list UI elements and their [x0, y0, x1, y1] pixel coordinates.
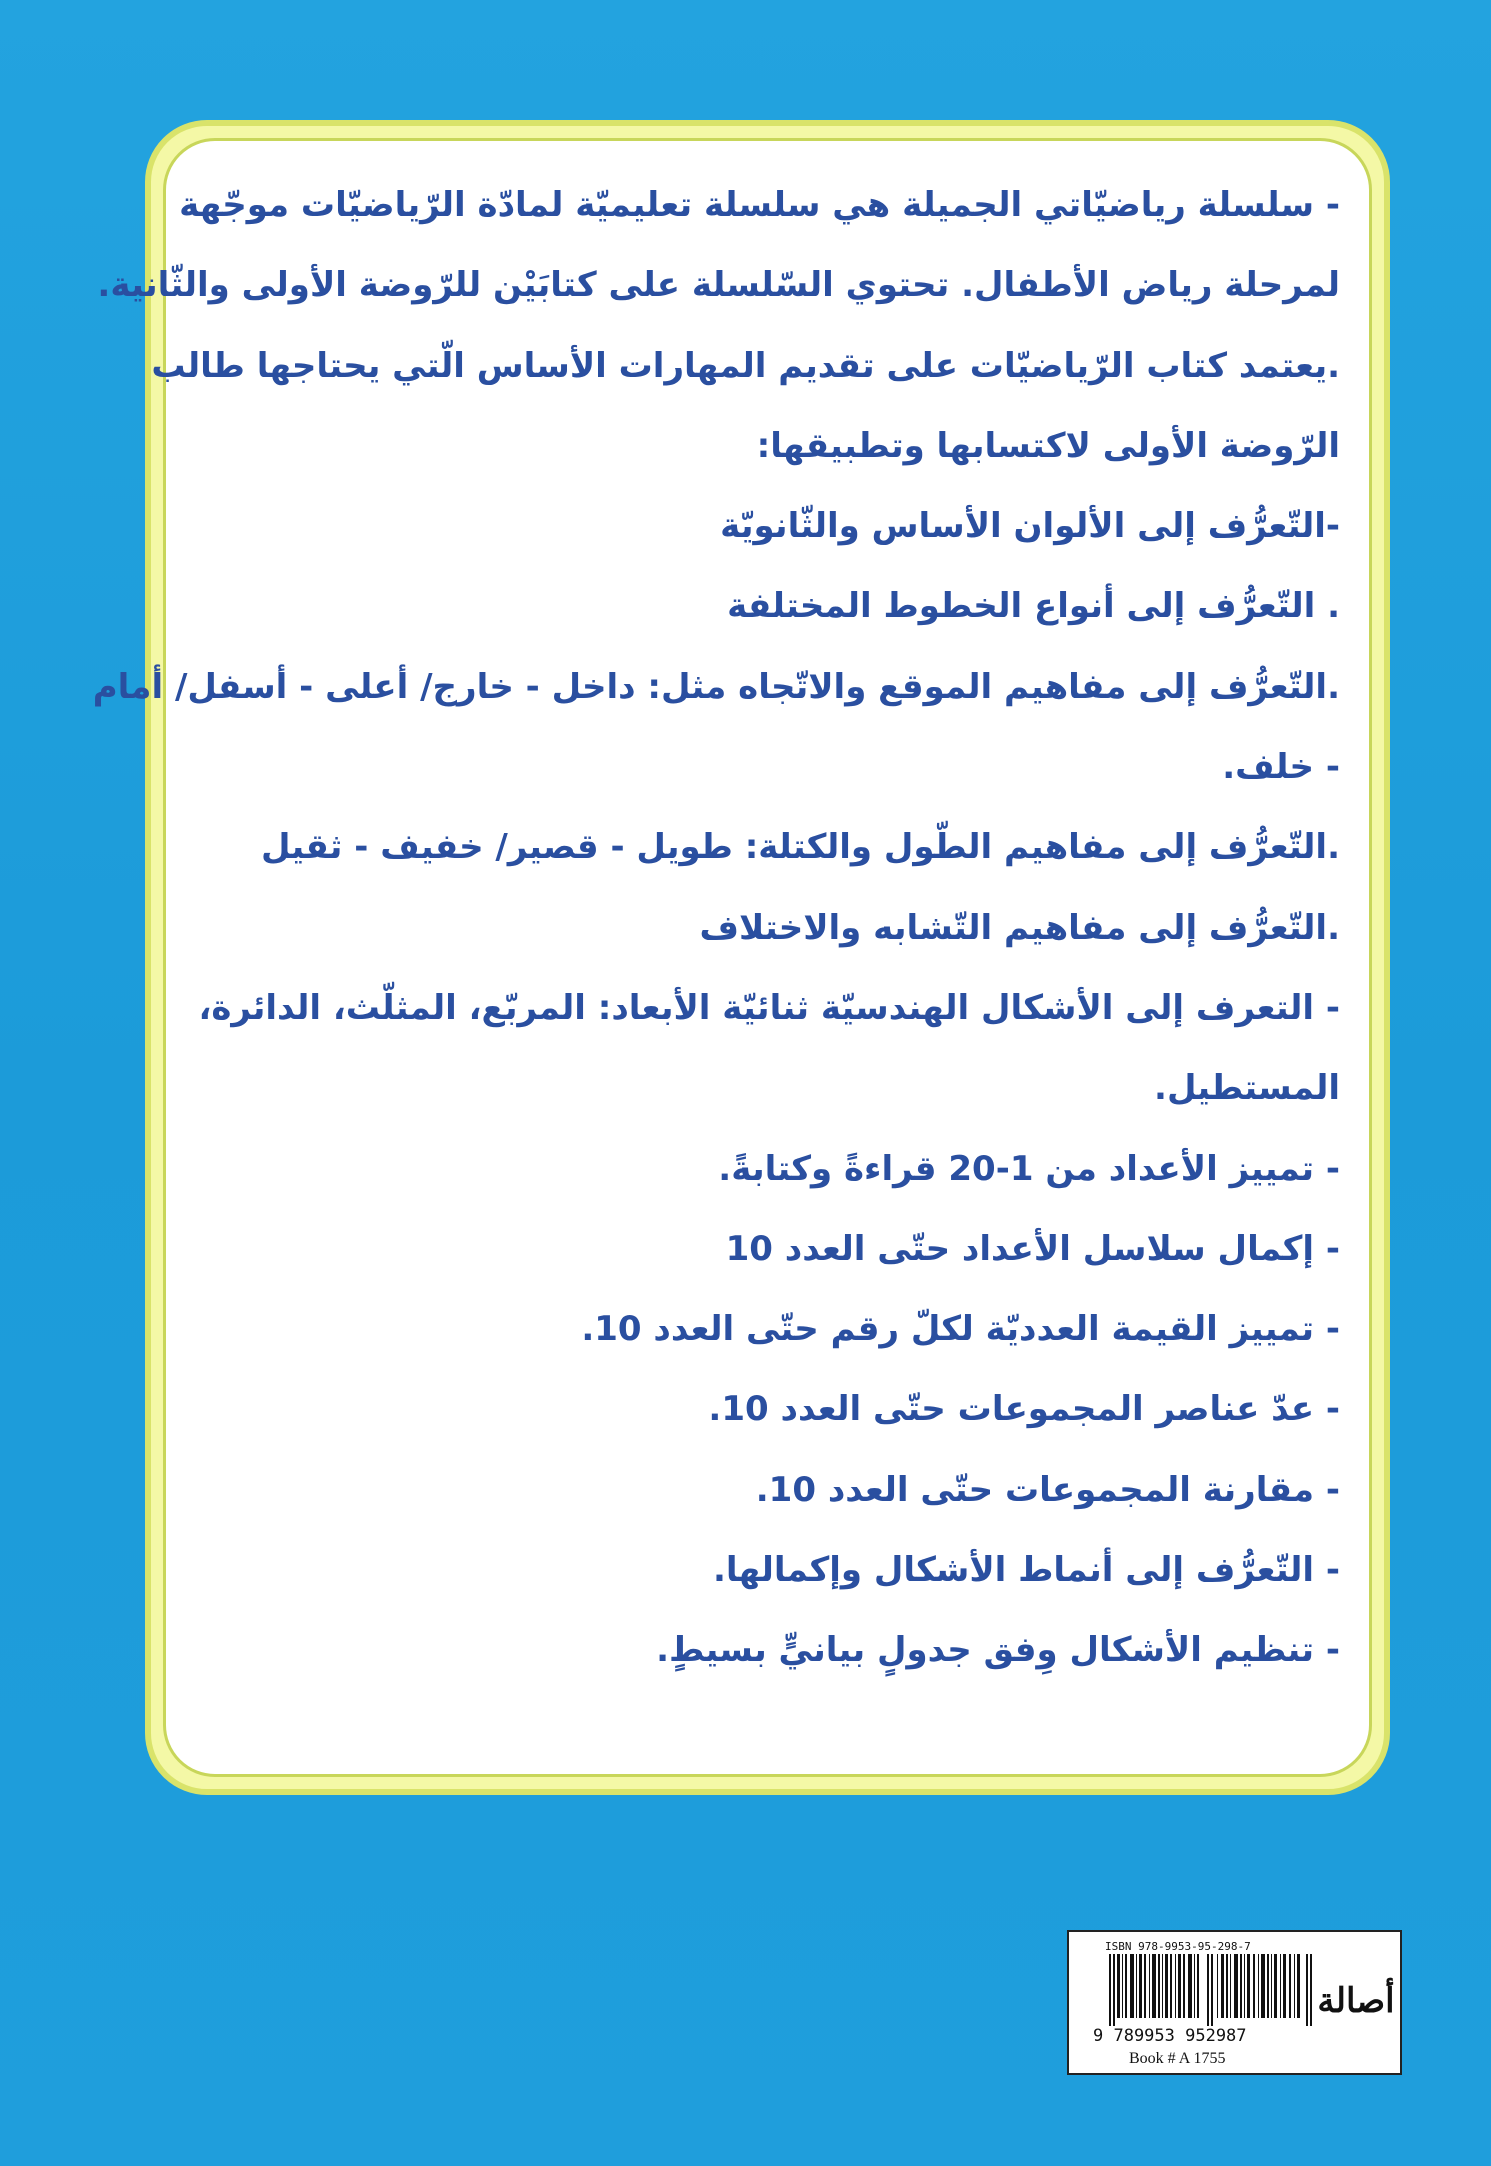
- isbn-label: ISBN 978-9953-95-298-7: [1105, 1940, 1251, 1953]
- text-line: - التّعرُّف إلى أنماط الأشكال وإكمالها.: [712, 1550, 1340, 1591]
- barcode-label: [1067, 1930, 1402, 2075]
- text-line: - عدّ عناصر المجموعات حتّى العدد 10.: [708, 1389, 1340, 1430]
- text-line: - مقارنة المجموعات حتّى العدد 10.: [755, 1469, 1340, 1510]
- text-line: - سلسلة رياضيّاتي الجميلة هي سلسلة تعليميّة لمادّة الرّياضيّات موجّهة: [179, 185, 1340, 225]
- text-line: - تنظيم الأشكال وِفق جدولٍ بيانيٍّ بسيطٍ.: [656, 1630, 1340, 1671]
- text-line: - تمييز القيمة العدديّة لكلّ رقم حتّى العدد 10.: [581, 1309, 1340, 1350]
- description-text-block: [92, 165, 1340, 1691]
- text-line: الرّوضة الأولى لاكتسابها وتطبيقها:: [756, 425, 1340, 466]
- text-line: .التّعرُّف إلى مفاهيم الموقع والاتّجاه مثل: داخل - خارج/ أعلى - أسفل/ أمام: [92, 666, 1340, 707]
- barcode-icon: [1109, 1954, 1314, 2026]
- text-line: .يعتمد كتاب الرّياضيّات على تقديم المهارات الأساس الّتي يحتاجها طالب: [151, 345, 1340, 386]
- book-number: Book # A 1755: [1129, 2050, 1226, 2067]
- publisher-logo: [1317, 1962, 1395, 2040]
- text-line: لمرحلة رياض الأطفال. تحتوي السّلسلة على كتابَيْن للرّوضة الأولى والثّانية.: [97, 265, 1340, 306]
- isbn-digits: 9 789953 952987: [1093, 2026, 1247, 2046]
- text-line: .التّعرُّف إلى مفاهيم التّشابه والاختلاف: [699, 907, 1340, 948]
- text-line: المستطيل.: [1154, 1068, 1340, 1109]
- text-line: - التعرف إلى الأشكال الهندسيّة ثنائيّة الأبعاد: المربّع، المثلّث، الدائرة،: [198, 987, 1340, 1028]
- publisher-logo-text: أصالة: [1317, 1981, 1395, 2021]
- text-line: .التّعرُّف إلى مفاهيم الطّول والكتلة: طويل - قصير/ خفيف - ثقيل: [260, 827, 1340, 868]
- text-line: - خلف.: [1222, 747, 1340, 788]
- text-line: -التّعرُّف إلى الألوان الأساس والثّانويّة: [720, 506, 1340, 547]
- text-line: - تمييز الأعداد من 1-20 قراءةً وكتابةً.: [718, 1148, 1340, 1189]
- text-line: - إكمال سلاسل الأعداد حتّى العدد 10: [725, 1228, 1340, 1269]
- text-line: . التّعرُّف إلى أنواع الخطوط المختلفة: [727, 586, 1340, 627]
